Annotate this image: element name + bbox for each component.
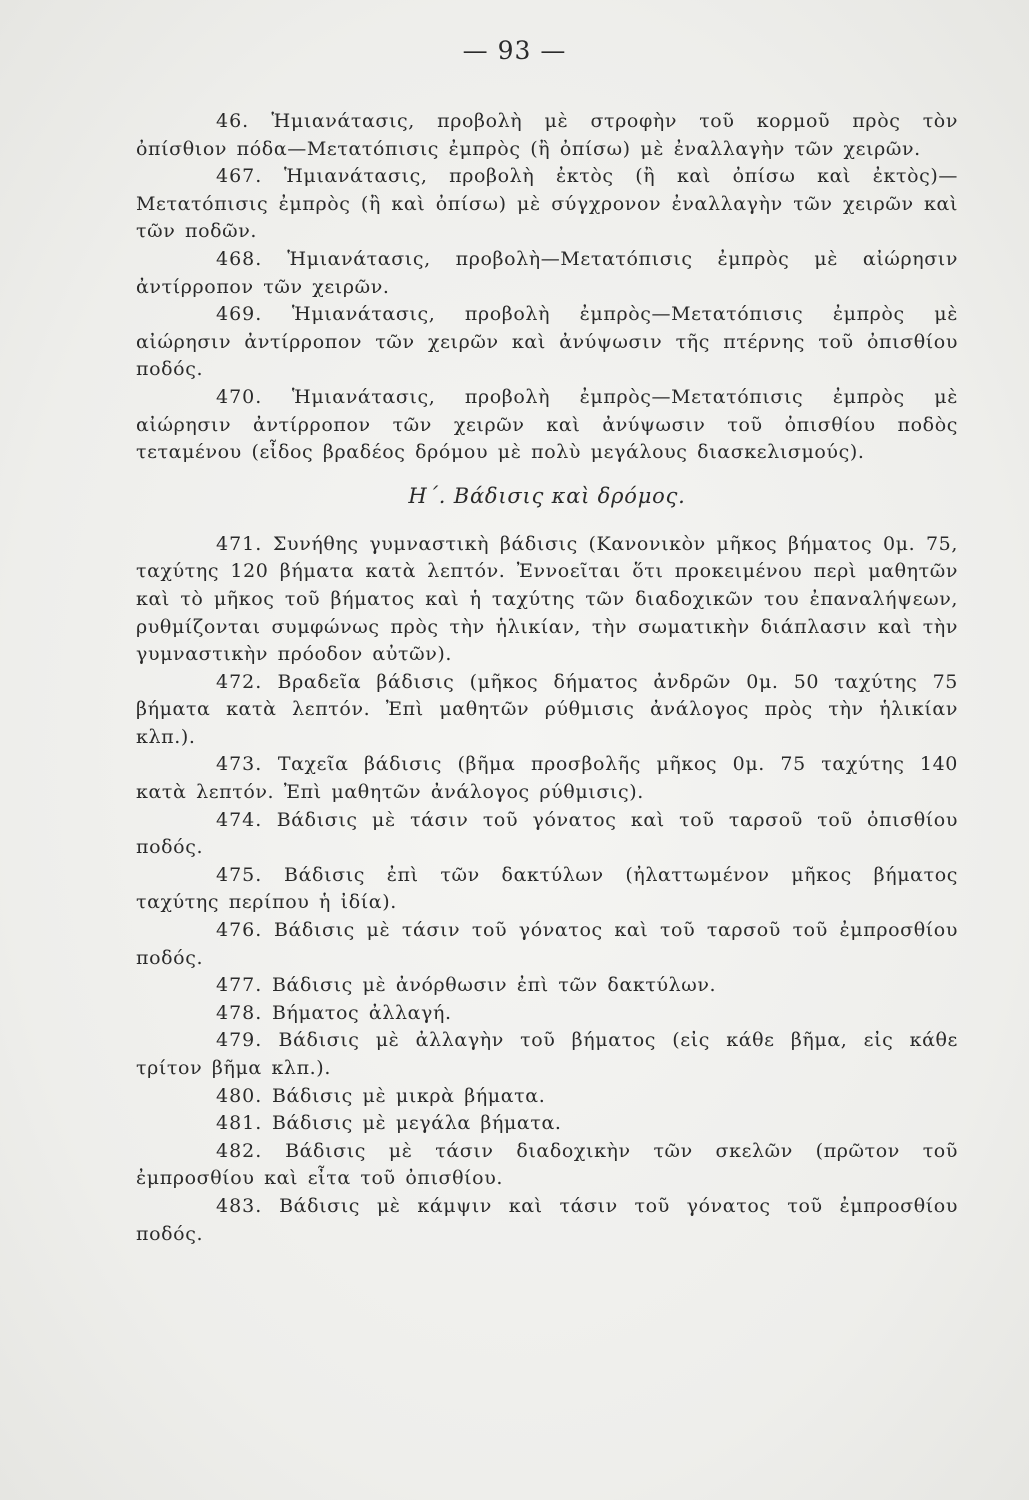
exercise-number: 471. [216, 532, 263, 555]
exercise-number: 482. [216, 1139, 263, 1162]
exercise-text: Ἡμιανάτασις, προβολὴ—Μετατόπισις ἐμπρὸς μὲ αἰώρησιν ἀντίρροπον τῶν χειρῶν. [136, 247, 958, 298]
exercise-number: 472. [216, 670, 263, 693]
exercise-number: 480. [216, 1084, 263, 1107]
exercise-entry [136, 384, 958, 467]
exercise-number: 467. [216, 165, 263, 188]
exercise-number: 477. [216, 974, 263, 997]
exercise-text: Βάδισις μὲ μεγάλα βήματα. [262, 1112, 562, 1135]
exercise-text: Βάδισις μὲ τάσιν διαδοχικὴν τῶν σκελῶν (πρῶτον τοῦ ἐμπροσθίου καὶ εἶτα τοῦ ὀπισθίου. [136, 1139, 958, 1190]
exercise-entry [136, 1138, 958, 1193]
exercise-text: Ἡμιανάτασις, προβολὴ ἐκτὸς (ἢ καὶ ὀπίσω καὶ ἐκτὸς)—Μετατόπισις ἐμπρὸς (ἢ καὶ ὀπίσω) μὲ σύγχρονον ἐναλλαγὴν τῶν χειρῶν καὶ τῶν ποδῶν. [136, 165, 958, 243]
exercise-text: Βάδισις μὲ ἀλλαγὴν τοῦ βήματος (εἰς κάθε βῆμα, εἰς κάθε τρίτον βῆμα κλπ.). [136, 1029, 958, 1079]
exercise-entry [136, 972, 958, 1000]
exercise-entry [136, 301, 958, 384]
exercise-number: 479. [216, 1029, 263, 1052]
entries-after-section [136, 531, 958, 1248]
exercise-entry [136, 246, 958, 301]
exercise-number: 470. [216, 385, 263, 408]
exercise-text: Βάδισις μὲ τάσιν τοῦ γόνατος καὶ τοῦ ταρσοῦ τοῦ ἐμπροσθίου ποδός. [136, 919, 958, 969]
exercise-entry [136, 1110, 958, 1138]
exercise-text: Βήματος ἀλλαγή. [262, 1001, 452, 1024]
exercise-text: Ἡμιανάτασις, προβολὴ ἐμπρὸς—Μετατόπισις ἐμπρὸς μὲ αἰώρησιν ἀντίρροπον τῶν χειρῶν καὶ ἀνύψωσιν τῆς πτέρνης τοῦ ὀπισθίου ποδός. [136, 303, 958, 381]
exercise-text: Βάδισις μὲ τάσιν τοῦ γόνατος καὶ τοῦ ταρσοῦ τοῦ ὀπισθίου ποδός. [136, 808, 958, 859]
exercise-entry [136, 669, 958, 752]
exercise-text: Ἡμιανάτασις, προβολὴ μὲ στροφὴν τοῦ κορμοῦ πρὸς τὸν ὀπίσθιον πόδα—Μετατόπισις ἐμπρὸς (ἢ ὀπίσω) μὲ ἐναλλαγὴν τῶν χειρῶν. [136, 110, 958, 160]
exercise-number: 469. [216, 303, 263, 326]
exercise-number: 481. [216, 1112, 263, 1135]
exercise-entry [136, 807, 958, 862]
exercise-entry [136, 1083, 958, 1111]
exercise-number: 474. [216, 808, 263, 831]
exercise-text: Βάδισις μὲ ἀνόρθωσιν ἐπὶ τῶν δακτύλων. [262, 974, 717, 997]
exercise-text: Ταχεῖα βάδισις (βῆμα προσβολῆς μῆκος 0μ. 75 ταχύτης 140 κατὰ λεπτόν. Ἐπὶ μαθητῶν ἀνάλογος ρύθμισις). [136, 753, 958, 804]
exercise-number: 475. [216, 863, 263, 886]
exercise-entry [136, 108, 958, 163]
exercise-entry [136, 862, 958, 917]
exercise-entry [136, 1193, 958, 1248]
exercise-number: 483. [216, 1194, 263, 1217]
exercise-text: Βάδισις μὲ κάμψιν καὶ τάσιν τοῦ γόνατος τοῦ ἐμπροσθίου ποδός. [136, 1194, 958, 1245]
exercise-number: 478. [216, 1001, 263, 1024]
exercise-entry [136, 1000, 958, 1028]
entries-before-section [136, 108, 958, 467]
body-text [136, 108, 958, 1248]
exercise-entry [136, 1027, 958, 1082]
exercise-text: Βραδεῖα βάδισις (μῆκος δήματος ἀνδρῶν 0μ. 50 ταχύτης 75 βήματα κατὰ λεπτόν. Ἐπὶ μαθητῶν ρύθμισις ἀνάλογος πρὸς τὴν ἡλικίαν κλπ.). [136, 670, 958, 748]
exercise-entry [136, 917, 958, 972]
exercise-entry [136, 751, 958, 806]
page-number: — 93 — [462, 36, 567, 65]
exercise-number: 476. [216, 919, 263, 942]
exercise-text: Ἡμιανάτασις, προβολὴ ἐμπρὸς—Μετατόπισις ἐμπρὸς μὲ αἰώρησιν ἀντίρροπον τῶν χειρῶν καὶ ἀνύψωσιν τοῦ ὀπισθίου ποδὸς τεταμένου (εἶδος βραδέος δρόμου μὲ πολὺ μεγάλους διασκελισμούς). [136, 385, 958, 464]
exercise-number: 473. [216, 753, 263, 776]
exercise-text: Βάδισις ἐπὶ τῶν δακτύλων (ἠλαττωμένον μῆκος βήματος ταχύτης περίπου ἡ ἰδία). [136, 863, 958, 914]
exercise-number: 468. [216, 247, 263, 270]
exercise-entry [136, 163, 958, 246]
exercise-number: 46. [216, 110, 250, 132]
section-heading: Η΄. Βάδισις καὶ δρόμος. [408, 483, 686, 508]
exercise-text: Συνήθης γυμναστικὴ βάδισις (Κανονικὸν μῆκος βήματος 0μ. 75, ταχύτης 120 βήματα κατὰ λεπτόν. Ἐννοεῖται ὅτι προκειμένου περὶ μαθητῶν καὶ τὸ μῆκος τοῦ βήματος καὶ ἡ ταχύτης τῶν διαδοχικῶν του ἐπαναλήψεων, ρυθμίζονται συμφώνως πρὸς τὴν ἡλικίαν, τὴν σωματικὴν διάπλασιν καὶ τὴν γυμναστικὴν πρόοδον αὐτῶν). [136, 532, 958, 666]
exercise-entry [136, 531, 958, 669]
exercise-text: Βάδισις μὲ μικρὰ βήματα. [262, 1084, 546, 1107]
